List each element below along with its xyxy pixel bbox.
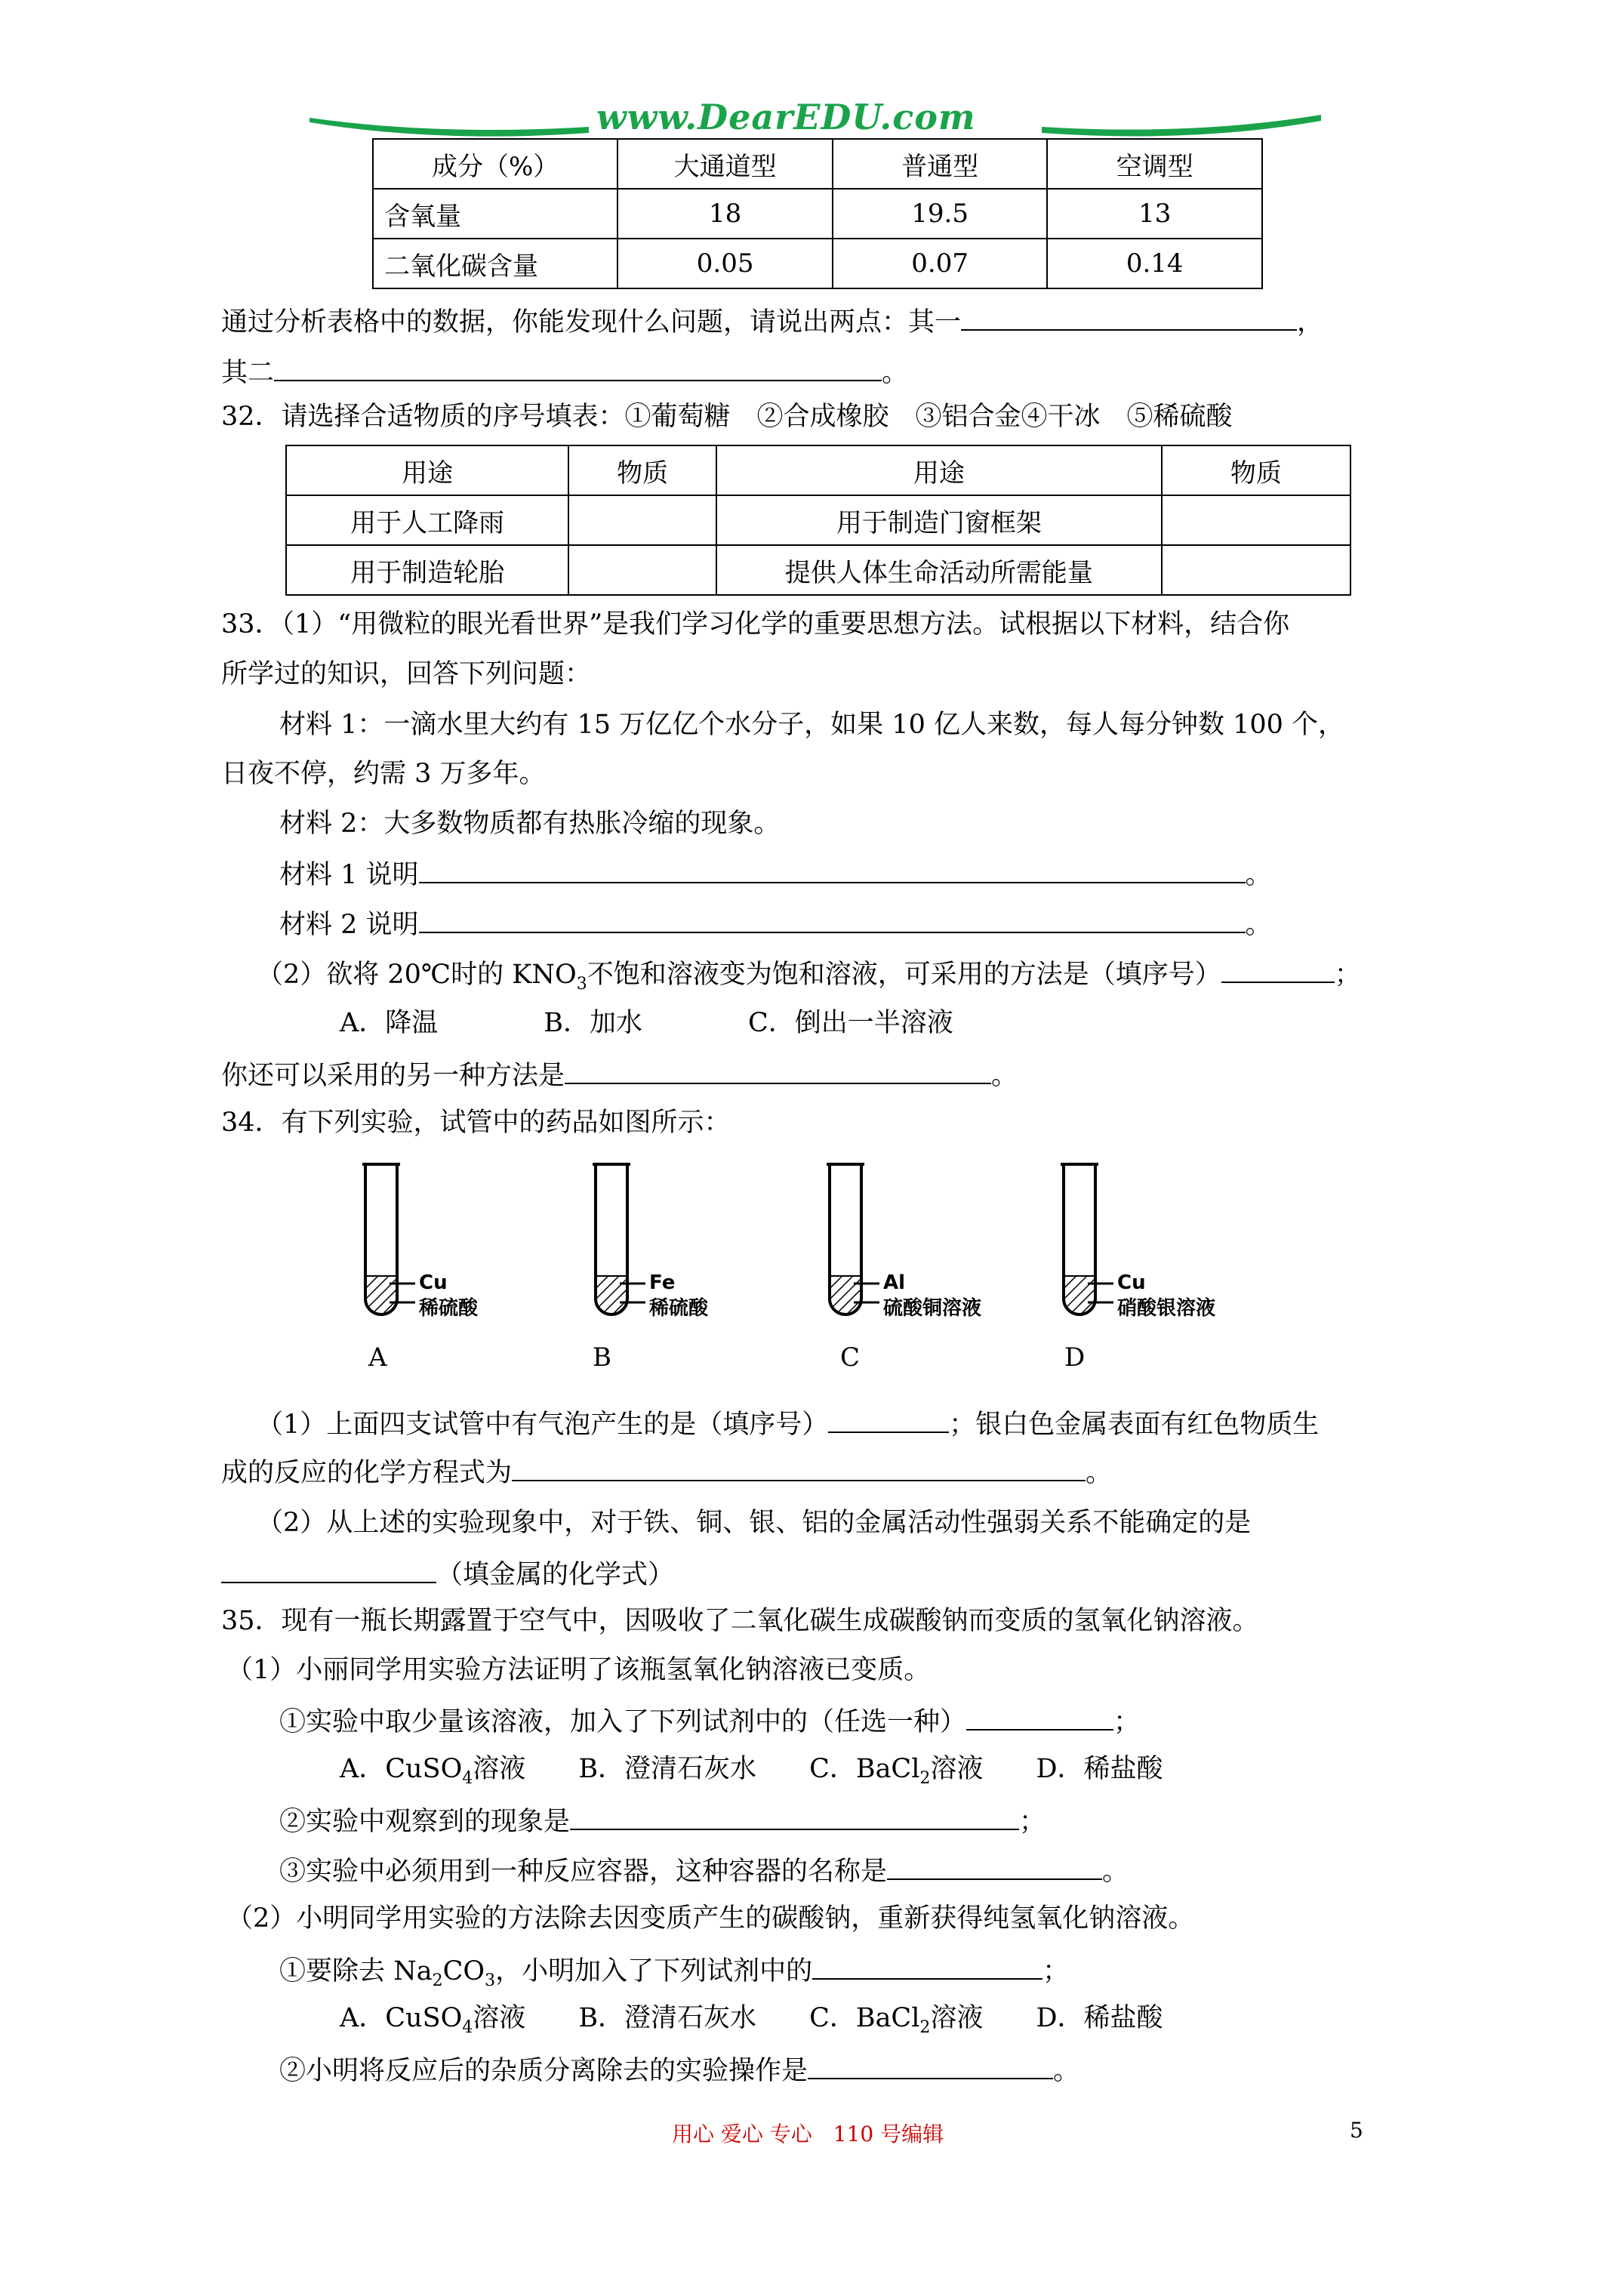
table-cell: 用于制造轮胎 [286,545,568,595]
test-tube-d [1061,1163,1113,1314]
table-cell: 0.14 [1047,239,1262,288]
answer-cell[interactable] [568,545,716,595]
page-number: 5 [1350,2118,1363,2143]
table-row [286,495,1350,545]
table-header-cell: 用途 [716,445,1162,495]
q33-part2: （2）欲将 20℃时的 $KNO_3$不饱和溶液变为饱和溶液，可采用的方法是（填序号） ； [257,953,1361,1003]
answer-cell[interactable] [1162,545,1350,595]
tube-d-top-label: Cu [1117,1271,1146,1294]
table-header-cell: 物质 [1162,445,1350,495]
table-row [373,239,1262,288]
answer-blank[interactable] [887,1850,1102,1880]
answer-blank[interactable] [808,2049,1053,2079]
q34-prompt: 34．有下列实验，试管中的药品如图所示： [221,1108,731,1138]
q35-task1: ①要除去 $Na_2CO_3$，小明加入了下列试剂中的 ； [279,1949,1069,2000]
q35-step1: ①实验中取少量该溶液，加入了下列试剂中的（任选一种） ； [279,1700,1140,1741]
table-row [373,189,1262,239]
q33-material1a: 材料 1：一滴水里大约有 15 万亿亿个水分子，如果 10 亿人来数，每人每分钟数 100 个， [279,710,1345,740]
table-row [286,445,1350,495]
q31-line2: 其二 。 [221,351,908,392]
table-row [373,139,1262,189]
q33-line1: 33．（1）“用微粒的眼光看世界”是我们学习化学的重要思想方法。试根据以下材料，结合你 [221,609,1290,639]
q33-explain2: 材料 2 说明 。 [279,903,1272,944]
q32-prompt: 32．请选择合适物质的序号填表：①葡萄糖 ②合成橡胶 ③铝合金④干冰 ⑤稀硫酸 [221,402,1233,432]
tube-b-letter: B [593,1342,611,1373]
answer-cell[interactable] [1162,495,1350,545]
answer-blank[interactable] [512,1451,1086,1481]
substance-table [285,445,1351,596]
answer-blank[interactable] [570,1800,1019,1830]
table-header-cell: 成分（%） [373,139,617,189]
q34-part1b: 成的反应的化学方程式为 。 [221,1451,1112,1492]
table-cell: 18 [617,189,833,239]
table-cell: 0.07 [833,239,1048,288]
answer-blank[interactable] [961,300,1297,331]
table-cell: 0.05 [617,239,833,288]
q34-part1a: （1）上面四支试管中有气泡产生的是（填序号） ；银白色金属表面有红色物质生 [257,1403,1319,1444]
q35-step2: ②实验中观察到的现象是 ； [279,1800,1046,1841]
answer-blank[interactable] [1221,953,1335,983]
answer-blank[interactable] [419,903,1246,933]
table-row [286,545,1350,595]
test-tube-c [827,1163,879,1314]
footer-text: 用心 爱心 专心 110 号编辑 [672,2122,944,2147]
answer-blank[interactable] [419,853,1246,883]
tube-a-top-label: Cu [419,1271,448,1294]
test-tube-a [362,1163,415,1314]
tube-b-top-label: Fe [649,1271,676,1294]
q33-line2: 所学过的知识，回答下列问题： [221,659,592,689]
q33-material1b: 日夜不停，约需 3 万多年。 [221,759,546,789]
table-header-cell: 用途 [286,445,568,495]
answer-blank[interactable] [828,1403,949,1433]
q35-task2: ②小明将反应后的杂质分离除去的实验操作是 。 [279,2049,1079,2090]
tube-c-top-label: Al [883,1271,906,1294]
table-cell: 提供人体生命活动所需能量 [716,545,1162,595]
q35-step3: ③实验中必须用到一种反应容器，这种容器的名称是 。 [279,1850,1129,1891]
table-cell: 二氧化碳含量 [373,239,617,288]
banner-swoosh-left [310,118,589,137]
answer-blank[interactable] [812,1949,1042,1980]
answer-cell[interactable] [568,495,716,545]
tube-c-bottom-label: 硫酸铜溶液 [883,1297,982,1320]
q31-line1: 通过分析表格中的数据，你能发现什么问题，请说出两点：其一 ， [221,300,1323,341]
answer-blank[interactable] [565,1054,991,1084]
q35-line1: 35．现有一瓶长期露置于空气中，因吸收了二氧化碳生成碳酸钠而变质的氢氧化钠溶液。 [221,1606,1259,1636]
q35-options1: A．CuSO$_4$溶液 B．澄清石灰水 C．BaCl$_2$溶液 D．稀盐酸 [340,1754,1163,1788]
tube-c-letter: C [840,1342,861,1373]
q33-other: 你还可以采用的另一种方法是 。 [221,1054,1018,1095]
site-logo: www.DearEDU.com [596,97,976,137]
q33-explain1: 材料 1 说明 。 [279,853,1272,894]
tube-b-bottom-label: 稀硫酸 [649,1297,709,1320]
tube-d-bottom-label: 硝酸银溶液 [1117,1297,1216,1320]
answer-blank[interactable] [221,1553,436,1583]
table-cell: 19.5 [833,189,1048,239]
table-header-cell: 空调型 [1047,139,1262,189]
composition-table [372,138,1263,289]
table-cell: 13 [1047,189,1262,239]
table-header-cell: 物质 [568,445,716,495]
q33-material2: 材料 2：大多数物质都有热胀冷缩的现象。 [279,809,781,839]
answer-blank[interactable] [274,351,882,381]
q35-part2: （2）小明同学用实验的方法除去因变质产生的碳酸钠，重新获得纯氢氧化钠溶液。 [226,1903,1195,1934]
q34-part2b: （填金属的化学式） [221,1553,674,1594]
table-cell: 用于制造门窗框架 [716,495,1162,545]
answer-blank[interactable] [966,1700,1113,1730]
tube-a-letter: A [368,1342,387,1373]
q35-part1: （1）小丽同学用实验方法证明了该瓶氢氧化钠溶液已变质。 [226,1655,931,1685]
table-header-cell: 普通型 [833,139,1048,189]
table-header-cell: 大通道型 [617,139,833,189]
tube-a-bottom-label: 稀硫酸 [419,1297,479,1320]
q33-options: A．降温 B．加水 C．倒出一半溶液 [340,1008,953,1038]
test-tube-b [593,1163,645,1314]
table-cell: 含氧量 [373,189,617,239]
table-cell: 用于人工降雨 [286,495,568,545]
q35-options2: A．CuSO$_4$溶液 B．澄清石灰水 C．BaCl$_2$溶液 D．稀盐酸 [340,2003,1163,2037]
q34-part2a: （2）从上述的实验现象中，对于铁、铜、银、铝的金属活动性强弱关系不能确定的是 [257,1508,1252,1538]
tube-d-letter: D [1064,1342,1086,1373]
banner-swoosh-right [1042,115,1321,136]
